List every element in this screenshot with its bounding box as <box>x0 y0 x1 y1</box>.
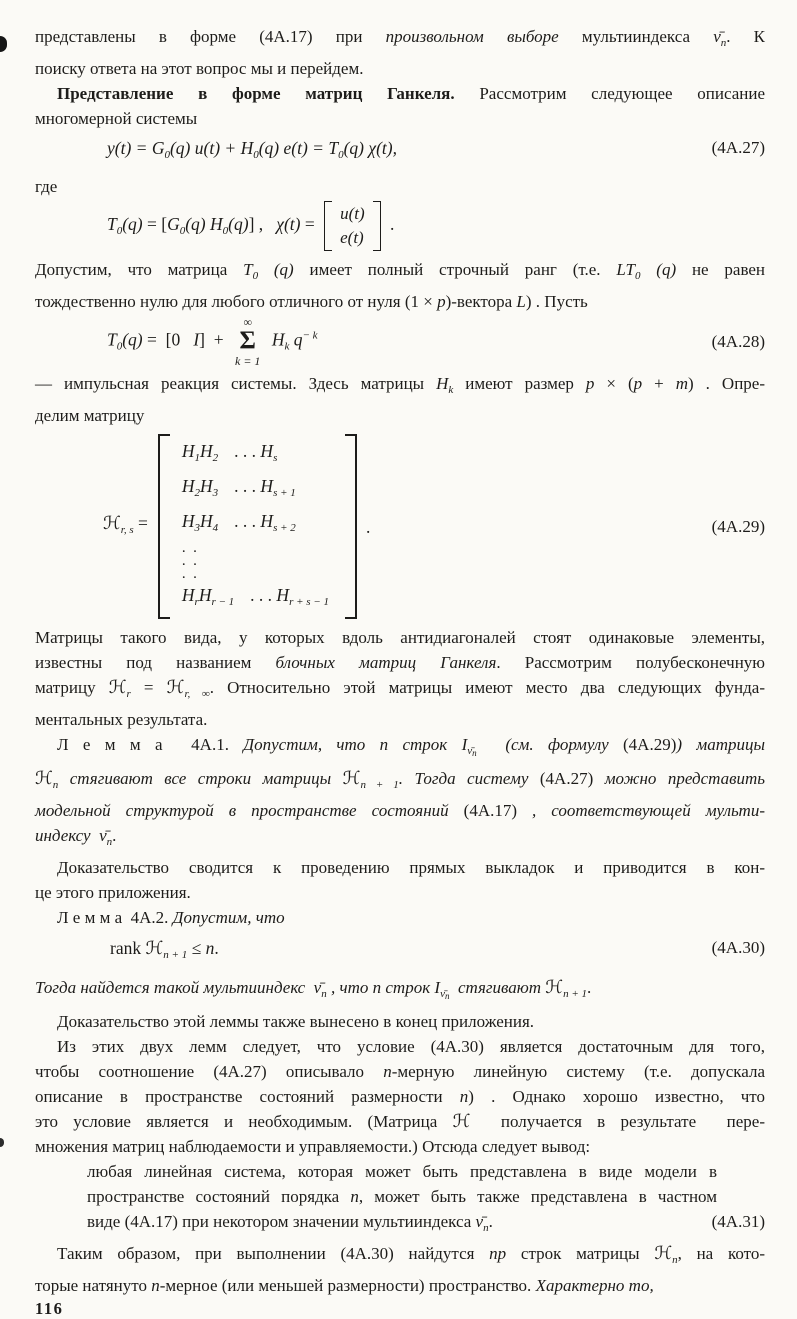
text-run: (q) <box>640 260 677 279</box>
text-run: . Рассмотрим полубесконечную <box>496 653 766 672</box>
text-run: тождественно нулю для любого отличного от нуля (1 × <box>35 292 438 311</box>
text-run: = <box>130 678 167 697</box>
text-run: чтобы соотношение (4А.27) описывало <box>35 1062 384 1081</box>
matrix-row <box>182 437 329 472</box>
vector-entry: e(t) <box>340 228 364 247</box>
text-run: . <box>587 978 592 997</box>
text-run: s + 1 <box>273 487 296 499</box>
matrix-bracket-right <box>345 434 357 619</box>
text-line <box>35 289 765 314</box>
text-run: H <box>200 476 213 496</box>
text-run: ℋ <box>103 513 121 533</box>
para-lemma1 <box>35 732 765 855</box>
column-vector <box>324 201 381 251</box>
text-run: H <box>260 511 274 531</box>
text-run: T <box>107 329 117 350</box>
equation-number: (4А.29) <box>711 516 765 536</box>
text-run: H <box>181 511 195 531</box>
text-run: Таким образом, при выполнении (4А.30) найдутся <box>57 1244 490 1263</box>
matrix-label <box>103 510 148 543</box>
text-run: ℋ <box>452 1111 471 1131</box>
text-run: r <box>126 688 131 700</box>
text-run: (см. формулу <box>476 735 623 754</box>
text-run: ℋ <box>145 938 164 958</box>
para-hankel-heading <box>35 81 765 131</box>
text-run: где <box>35 177 58 196</box>
text-line <box>35 1134 765 1159</box>
text-line <box>35 81 765 106</box>
text-line <box>35 1109 765 1134</box>
text-run: I <box>193 329 200 350</box>
text-run: Матрицы такого вида, у которых вдоль антидиагоналей стоят одинаковые элементы, <box>35 628 765 647</box>
text-run: n <box>720 37 727 49</box>
text-run: множения матриц наблюдаемости и управляемости.) Отсюда следует вывод: <box>35 1137 591 1156</box>
text-run: известны под названием <box>35 653 276 672</box>
text-run: n <box>444 991 450 1001</box>
matrix-dots-row <box>182 542 329 555</box>
text-run: (q) H <box>185 214 223 235</box>
text-run: p <box>585 374 595 393</box>
text-run: 0 <box>338 149 344 161</box>
text-run: (4А.27) <box>539 769 594 788</box>
text-run: ℋ <box>654 1243 673 1263</box>
equation-number: (4А.30) <box>711 938 765 957</box>
para-proof1 <box>35 855 765 905</box>
text-run: 4 <box>212 522 219 534</box>
text-run: q <box>289 329 303 350</box>
text-run: n + 1 <box>563 988 588 1000</box>
text-run: r, s <box>120 524 134 536</box>
text-run: H <box>436 374 449 393</box>
text-line <box>35 24 765 56</box>
text-run: имеет полный строчный ранг (т.е. <box>293 260 617 279</box>
text-run: n <box>383 1062 392 1081</box>
text-run: ℋ <box>166 677 185 697</box>
para-impulse <box>35 371 765 428</box>
text-run: ] + <box>199 329 228 350</box>
sum-upper-limit: ∞ <box>243 315 252 329</box>
text-run: n <box>483 1222 489 1234</box>
text-run: ℋ <box>108 677 127 697</box>
text-run: H <box>198 585 212 605</box>
text-run: Допустим, что n строк I <box>243 735 468 754</box>
text-run: (q) <box>122 329 143 350</box>
text-run: индексу ν̄ <box>35 826 107 845</box>
text-run: ) . Однако хорошо известно, что <box>468 1087 765 1106</box>
text-run: стягивают <box>449 978 546 997</box>
text-run: делим матрицу <box>35 406 145 425</box>
matrix-dots-row <box>182 568 329 581</box>
text-run: -мерную линейную систему (т.е. допускала <box>391 1062 765 1081</box>
text-run: блочных матриц Ганкеля <box>275 653 497 672</box>
vector-entry: u(t) <box>340 204 365 223</box>
text-line <box>35 650 765 675</box>
text-run: LT <box>616 260 635 279</box>
text-run: ) матрицы <box>676 735 765 754</box>
equation-number: (4А.27) <box>711 138 765 157</box>
matrix-row <box>182 581 329 616</box>
text-run: × ( <box>594 374 634 393</box>
text-run: виде (4А.17) при некотором значении мультииндекса <box>87 1212 476 1231</box>
text-run: n <box>321 988 327 1000</box>
equation-number: (4А.31) <box>711 1212 765 1231</box>
text-line <box>35 257 765 289</box>
para-lemma2-body <box>35 975 765 1009</box>
text-run: r − 1 <box>211 596 235 608</box>
text-run: получается в результате пере- <box>470 1112 765 1131</box>
text-run: H <box>181 585 195 605</box>
text-run: 0 <box>164 149 170 161</box>
text-run: H <box>260 441 274 461</box>
text-run: Допустим, что <box>172 908 285 927</box>
text-run: r + s − 1 <box>289 596 329 608</box>
text-run: ν̄ <box>440 988 445 1000</box>
matrix-rows <box>170 434 345 619</box>
text-line <box>35 1009 765 1034</box>
text-run: ≤ <box>187 938 206 958</box>
text-run: . . . <box>234 441 261 461</box>
sigma-symbol: Σ <box>239 327 256 354</box>
text-run: 0 <box>222 225 229 238</box>
text-line <box>35 766 765 798</box>
text-run: . . . <box>234 511 261 531</box>
text-run: H <box>260 476 274 496</box>
vector-bracket-left <box>324 201 332 251</box>
text-run: (q) <box>258 260 294 279</box>
text-run: r, ∞ <box>184 688 210 700</box>
text-run: (q) e(t) = T <box>258 138 339 158</box>
text-run: ℋ <box>35 768 53 788</box>
eq-T0-chi <box>107 201 765 251</box>
text-line <box>35 56 765 81</box>
text-line <box>35 174 765 199</box>
text-line <box>87 1159 717 1184</box>
text-run: 2 <box>212 452 219 464</box>
text-run: . . . <box>250 585 277 605</box>
text-run: H <box>181 441 195 461</box>
text-run: (q) <box>228 214 249 235</box>
summation <box>235 316 260 367</box>
text-run: = <box>300 214 320 235</box>
text-run: . <box>214 938 219 958</box>
matrix-row <box>182 507 329 542</box>
text-run: = [ <box>142 214 168 235</box>
text-run: . К <box>726 27 766 46</box>
text-run: . <box>385 214 395 235</box>
text-run: p <box>633 374 643 393</box>
text-run: . . <box>181 540 197 556</box>
text-run: r <box>194 596 199 608</box>
vector-rows <box>332 201 373 251</box>
page-number: 116 <box>35 1299 64 1318</box>
text-run: H <box>200 511 213 531</box>
text-run: n <box>472 748 477 758</box>
text-run: . . . <box>234 476 261 496</box>
text-run: , соответствующей мульти- <box>517 801 765 820</box>
text-run: ) . Пусть <box>525 292 588 311</box>
text-run: 1 <box>194 452 201 464</box>
text-line <box>35 1084 765 1109</box>
text-run: стягивают все строки матрицы <box>58 769 343 788</box>
text-line <box>35 1059 765 1084</box>
text-run: Рассмотрим следующее описание <box>454 84 766 103</box>
text-line <box>87 1209 765 1241</box>
vector-bracket-right <box>373 201 381 251</box>
text-run: пространстве состояний порядка <box>87 1187 351 1206</box>
text-run: 0 <box>253 149 259 161</box>
text-run: k <box>284 340 290 353</box>
text-line <box>35 707 765 732</box>
text-run: , на кото- <box>677 1244 765 1263</box>
text-run: . . <box>181 553 197 569</box>
text-run: 0 <box>179 225 186 238</box>
text-run: ментальных результата. <box>35 710 208 729</box>
para-hankel-def <box>35 625 765 732</box>
text-run: , что n строк I <box>326 978 441 997</box>
text-run: ℋ <box>342 768 361 788</box>
eq-4a29 <box>103 434 765 619</box>
para-intro <box>35 24 765 81</box>
text-run: це этого приложения. <box>35 883 191 902</box>
text-run: многомерной системы <box>35 109 198 128</box>
text-line <box>35 880 765 905</box>
text-run: n <box>672 1254 678 1266</box>
text-run: любая линейная система, которая может быть представлена в виде модели в <box>87 1162 717 1181</box>
text-run: (q) <box>122 214 143 235</box>
text-run: H <box>200 441 213 461</box>
text-run: y(t) = G <box>107 138 165 158</box>
text-run: H <box>276 585 290 605</box>
text-run: G <box>167 214 180 235</box>
para-conclusion-quote <box>87 1159 765 1241</box>
text-line <box>35 625 765 650</box>
text-run: 0 <box>252 270 259 282</box>
text-run: матрицу <box>35 678 109 697</box>
text-run: ] , <box>248 214 277 235</box>
text-run: χ(t) <box>276 214 301 235</box>
text-run: модельной структурой в пространстве состояний <box>35 801 464 820</box>
text-run: 0 <box>116 225 123 238</box>
para-proof2 <box>35 1009 765 1034</box>
text-line <box>35 106 765 131</box>
text-run: (q) u(t) + H <box>169 138 254 158</box>
text-run: представлены в форме (4А.17) при <box>35 27 386 46</box>
scan-ink-artifact <box>0 36 7 52</box>
text-run: Характерно то, <box>535 1276 654 1295</box>
text-run: (4А.17) <box>463 801 518 820</box>
scan-ink-artifact <box>0 1138 4 1147</box>
para-gde <box>35 174 765 199</box>
text-line <box>35 1273 765 1298</box>
text-line <box>35 732 765 766</box>
para-final <box>35 1241 765 1298</box>
text-line <box>35 675 765 707</box>
text-run: ℋ <box>545 977 564 997</box>
text-line <box>35 798 765 823</box>
text-run: строк матрицы <box>506 1244 655 1263</box>
text-run: — импульсная реакция системы. Здесь матрицы <box>35 374 437 393</box>
text-run: n <box>350 1187 359 1206</box>
text-run: H <box>267 329 285 350</box>
text-run: H <box>181 476 195 496</box>
text-run: n + 1 <box>360 779 399 791</box>
text-line <box>35 403 765 428</box>
text-run: . Относительно этой матрицы имеют место два следующих фунда- <box>209 678 765 697</box>
text-run: T <box>243 260 253 279</box>
text-run: )-вектора <box>445 292 517 311</box>
text-run: p <box>437 292 446 311</box>
text-line <box>35 823 765 855</box>
para-lemma2 <box>35 905 765 930</box>
page-content <box>35 24 765 1298</box>
text-run: 3 <box>212 487 219 499</box>
text-run: = [0 <box>142 329 194 350</box>
text-run: описание в пространстве состояний размерности <box>35 1087 460 1106</box>
text-run: , может быть также представлена в частном <box>358 1187 717 1206</box>
matrix-trailing-period: . <box>365 516 371 537</box>
text-run: Доказательство этой леммы также вынесено в конец приложения. <box>57 1012 535 1031</box>
hankel-matrix <box>158 434 357 619</box>
text-run: -мерное (или меньшей размерности) пространство. <box>159 1276 536 1295</box>
text-run: мультииндекса <box>558 27 714 46</box>
text-run: − k <box>302 329 318 342</box>
text-run: Допустим, что матрица <box>35 260 244 279</box>
text-run: = <box>133 513 148 533</box>
text-run: поиску ответа на этот вопрос мы и перейдем. <box>35 59 364 78</box>
text-run: ν̄ <box>713 27 721 46</box>
text-run: Представление в форме матриц Ганкеля. <box>57 84 455 103</box>
text-run: 0 <box>116 340 123 353</box>
text-run: . <box>488 1212 493 1231</box>
text-run: произвольном выборе <box>385 27 559 46</box>
para-dopustim <box>35 257 765 314</box>
text-run: Тогда найдется такой мультииндекс ν̄ <box>35 978 322 997</box>
text-line <box>35 975 765 1009</box>
text-run: ) . Опре- <box>688 374 765 393</box>
text-run: n <box>151 1276 160 1295</box>
text-run: T <box>107 214 117 235</box>
text-run: m <box>675 374 689 393</box>
text-run: 0 <box>634 270 641 282</box>
eq-4a27 <box>107 135 765 168</box>
text-run: можно представить <box>593 769 765 788</box>
text-run: . Тогда систему <box>398 769 540 788</box>
text-run: np <box>489 1244 507 1263</box>
text-run: k <box>448 384 454 396</box>
text-line <box>35 1034 765 1059</box>
text-line <box>35 1241 765 1273</box>
text-run: n <box>459 1087 469 1106</box>
eq-4a30 <box>110 935 765 968</box>
text-run: n <box>205 938 215 958</box>
equation-number: (4А.28) <box>711 332 765 351</box>
sum-lower-limit: k = 1 <box>235 354 261 368</box>
text-run: 2 <box>194 487 201 499</box>
text-run: (4А.29) <box>623 735 677 754</box>
text-run: n <box>52 779 59 791</box>
text-run: Из этих двух лемм следует, что условие (4А.30) является достаточным для того, <box>57 1037 765 1056</box>
text-run: Л е м м а 4А.1. <box>57 735 244 754</box>
text-run: Доказательство сводится к проведению прямых выкладок и приводится в кон- <box>57 858 765 877</box>
text-run: n <box>106 836 113 848</box>
text-line <box>35 855 765 880</box>
para-discussion <box>35 1034 765 1159</box>
text-run: ν̄ <box>467 745 473 757</box>
text-run: . . <box>181 566 197 582</box>
text-run: (q) χ(t), <box>343 138 397 158</box>
text-run: не равен <box>676 260 766 279</box>
text-run: торые натянуто <box>35 1276 152 1295</box>
text-run: rank <box>110 938 146 958</box>
text-line <box>35 905 765 930</box>
text-line <box>35 371 765 403</box>
text-run: s + 2 <box>273 522 296 534</box>
text-run: n + 1 <box>163 949 188 961</box>
eq-4a28 <box>107 316 765 367</box>
text-run: ν̄ <box>475 1212 484 1231</box>
text-line <box>87 1184 717 1209</box>
text-run: Л е м м а 4А.2. <box>57 908 173 927</box>
matrix-row <box>182 472 329 507</box>
text-run: имеют размер <box>453 374 586 393</box>
text-run: s <box>273 452 278 464</box>
matrix-bracket-left <box>158 434 170 619</box>
text-run: L <box>516 292 526 311</box>
text-run: 3 <box>194 522 201 534</box>
text-run: + <box>642 374 676 393</box>
text-run: . <box>112 826 117 845</box>
matrix-dots-row <box>182 555 329 568</box>
text-run: это условие является и необходимым. (Матрица <box>35 1112 453 1131</box>
